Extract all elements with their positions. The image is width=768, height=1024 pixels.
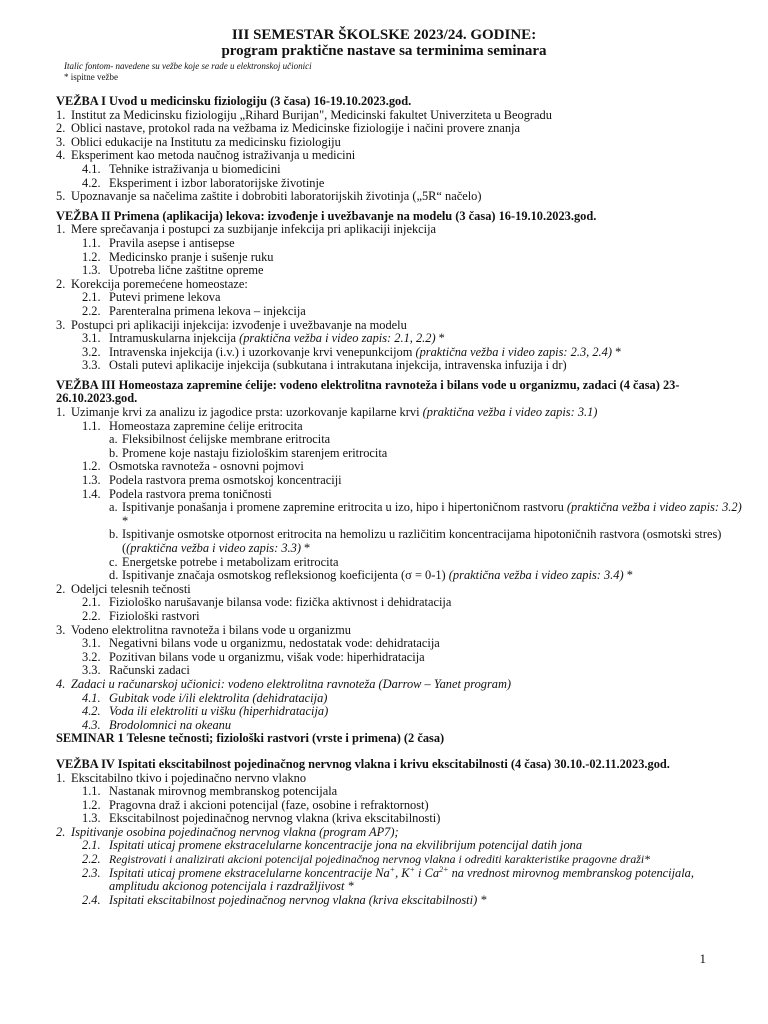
list-item: 4.3. Brodolomnici na okeanu	[82, 717, 232, 732]
list-item: 1. Mere sprečavanja i postupci za suzbijanje infekcija pri aplikaciji injekcija	[56, 222, 437, 237]
list-item: 1.1. Homeostaza zapremine ćelije eritrocita	[82, 418, 303, 433]
list-item: 3. Vodeno elektrolitna ravnoteža i bilans vode u organizmu	[56, 622, 351, 637]
list-item: 4.2. Voda ili elektroliti u višku (hiperhidratacija)	[82, 704, 329, 719]
list-item: 3.3. Računski zadaci	[82, 663, 190, 678]
list-item: 2.1. Fiziološko narušavanje bilansa vode: fizička aktivnost i dehidratacija	[82, 595, 452, 610]
list-item: 4. Eksperiment kao metoda naučnog istraživanja u medicini	[56, 148, 356, 163]
list-item: 4. Zadaci u računarskoj učionici: vodeno elektrolitna ravnoteža (Darrow – Yanet program)	[56, 676, 512, 691]
list-item: 2.2. Registrovati i analizirati akcioni potencijal pojedinačnog nervnog vlakna i odrediti karakteristike pragovne draži*	[82, 852, 651, 867]
list-item: 2. Odeljci telesnih tečnosti	[56, 581, 191, 596]
vezba-2-header: VEŽBA II Primena (aplikacija) lekova: izvođenje i uvežbavanje na modelu (3 časa) 16-19.10.2023.god.	[56, 208, 597, 223]
list-item: d. Ispitivanje značaja osmotskog refleksionog koeficijenta (σ = 0-1) (praktična vežba i video zapis: 3.4) *	[109, 568, 633, 583]
document-body	[56, 95, 746, 907]
list-item: a. Fleksibilnost ćelijske membrane eritrocita	[109, 432, 331, 447]
list-item: 4.2. Eksperiment i izbor laboratorijske životinje	[82, 175, 325, 190]
list-item: 1.2. Medicinsko pranje i sušenje ruku	[82, 249, 274, 264]
list-item: 2.2. Parenteralna primena lekova – injekcija	[82, 303, 306, 318]
list-item: 1.3. Podela rastvora prema osmotskoj koncentraciji	[82, 473, 342, 488]
list-item: 3. Postupci pri aplikaciji injekcija: izvođenje i uvežbavanje na modelu	[56, 317, 407, 332]
page-number: 1	[699, 951, 706, 966]
vezba-4-header: VEŽBA IV Ispitati ekscitabilnost pojedinačnog nervnog vlakna i krivu ekscitabilnosti (4 časa) 30.10.-02.11.2023.god.	[56, 756, 670, 771]
seminar-1: SEMINAR 1 Telesne tečnosti; fiziološki rastvori (vrste i primena) (2 časa)	[56, 731, 445, 746]
vezba-1-header: VEŽBA I Uvod u medicinsku fiziologiju (3 časa) 16-19.10.2023.god.	[56, 94, 412, 108]
list-item: 4.1. Gubitak vode i/ili elektrolita (dehidratacija)	[82, 690, 328, 705]
list-item: 2.4. Ispitati ekscitabilnost pojedinačnog nervnog vlakna (kriva ekscitabilnosti) *	[82, 892, 487, 907]
list-item: 3. Oblici edukacije na Institutu za medicinsku fiziologiju	[56, 134, 341, 149]
list-item: c. Energetske potrebe i metabolizam eritrocita	[109, 554, 339, 569]
list-item: 3.3. Ostali putevi aplikacije injekcija (subkutana i intrakutana injekcija, intravenska infuzija i dr)	[82, 358, 567, 373]
asterisk-note: * ispitne vežbe	[64, 72, 118, 82]
list-item: 1.3. Ekscitabilnost pojedinačnog nervnog vlakna (kriva ekscitabilnosti)	[82, 811, 441, 826]
list-item: 1.2. Pragovna draž i akcioni potencijal (faze, osobine i refraktornost)	[82, 797, 429, 812]
page-title: III SEMESTAR ŠKOLSKE 2023/24. GODINE:	[231, 27, 537, 43]
list-item: 3.1. Negativni bilans vode u organizmu, nedostatak vode: dehidratacija	[82, 636, 440, 651]
list-item: 1. Ekscitabilno tkivo i pojedinačno nervno vlakno	[56, 770, 307, 785]
list-item: 1.2. Osmotska ravnoteža - osnovni pojmovi	[82, 459, 304, 474]
list-item: b. Ispitivanje osmotske otpornost eritrocita na hemolizu u različitim koncentracijama hipotoničnih rastvora (osmotski stres) ((praktična vežba i video zapis: 3.3) *	[109, 527, 722, 555]
list-item: 5. Upoznavanje sa načelima zaštite i dobrobiti laboratorijskih životinja („5R“ načelo)	[56, 189, 482, 204]
list-item: 2. Korekcija poremećene homeostaze:	[56, 276, 248, 291]
list-item: 1. Uzimanje krvi za analizu iz jagodice prsta: uzorkovanje kapilarne krvi (praktična vežba i video zapis: 3.1)	[56, 405, 598, 420]
list-item: 1.3. Upotreba lične zaštitne opreme	[82, 263, 264, 278]
list-item: 2.1. Putevi primene lekova	[82, 290, 221, 305]
list-item: 1.1. Pravila asepse i antisepse	[82, 235, 235, 250]
list-item: b. Promene koje nastaju fiziološkim starenjem eritrocita	[109, 445, 388, 460]
list-item: 4.1. Tehnike istraživanja u biomedicini	[82, 161, 281, 176]
list-item: 3.2. Intravenska injekcija (i.v.) i uzorkovanje krvi venepunkcijom (praktična vežba i video zapis: 2.3, 2.4) *	[82, 344, 622, 359]
page-subtitle: program praktične nastave sa terminima seminara	[221, 43, 547, 59]
list-item: 2.1. Ispitati uticaj promene ekstracelularne koncentracije jona na ekvilibrijum potencijal datih jona	[82, 838, 583, 853]
list-item: 1. Institut za Medicinsku fiziologiju „Rihard Burijan", Medicinski fakultet Univerziteta u Beogradu	[56, 107, 552, 122]
list-item: 2. Ispitivanje osobina pojedinačnog nervnog vlakna (program AP7);	[56, 824, 399, 839]
list-item: 1.4. Podela rastvora prema toničnosti	[82, 486, 272, 501]
italic-note: Italic fontom- navedene su vežbe koje se rade u elektronskoj učionici	[64, 61, 312, 71]
list-item: 2.3. Ispitati uticaj promene ekstracelularne koncentracije Na+, K+ i $Ca^{2+}$ na vrednost mirovnog membranskog potencijala, amplitudu akcionog potencijala i razdražljivost *	[82, 864, 694, 894]
list-item: a. Ispitivanje ponašanja i promene zapremine eritrocita u izo, hipo i hipertoničnom rastvoru (praktična vežba i video zapis: 3.2) *	[109, 500, 742, 528]
list-item: 2. Oblici nastave, protokol rada na vežbama iz Medicinske fiziologije i načini provere znanja	[56, 121, 520, 136]
list-item: 3.1. Intramuskularna injekcija (praktična vežba i video zapis: 2.1, 2.2) *	[82, 331, 445, 346]
list-item: 1.1. Nastanak mirovnog membranskog potencijala	[82, 784, 338, 799]
list-item: 3.2. Pozitivan bilans vode u organizmu, višak vode: hiperhidratacija	[82, 649, 425, 664]
list-item: 2.2. Fiziološki rastvori	[82, 608, 200, 623]
vezba-3-header: VEŽBA III Homeostaza zapremine ćelije: vodeno elektrolitna ravnoteža i bilans vode u organizmu, zadaci (4 časa) 23-26.10.2023.god.	[56, 377, 680, 406]
